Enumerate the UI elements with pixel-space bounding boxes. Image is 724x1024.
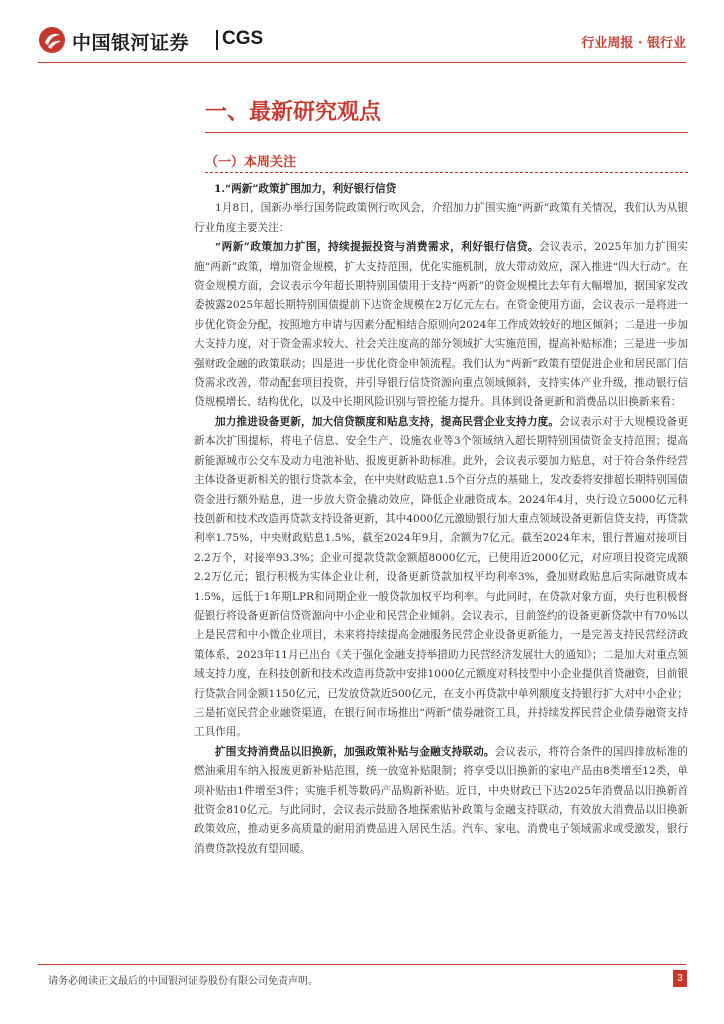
section-subtitle: （一）本周关注 <box>205 155 297 170</box>
brand-name-en: CGS <box>222 28 264 49</box>
paragraph-3-body: 会议表示，将符合条件的国四排放标准的燃油乘用车纳入报废更新补贴范围，统一放宽补贴限制；将享受以旧换新的家电产品由8类增至12类，单项补贴由1件增至3件；实施手机等数码产品购新补贴。近日，中央财政已下达2025年消费品以旧换新首批资金810亿元。与此同时，会议表示鼓励各地探索贴补政策与金融支持联动，有效放大消费品以旧换新政策效应，推动更多高质量的耐用消费品进入居民生活。汽车、家电、消费电子领域需求或受激发，银行消费贷款投放有望回暖。 <box>194 745 688 855</box>
article-body <box>194 180 688 859</box>
paragraph-1 <box>194 238 688 413</box>
section-subtitle-underline <box>205 172 688 173</box>
page-header <box>38 22 686 62</box>
paragraph-2 <box>194 413 688 743</box>
brand-name-cn: 中国银河证券 <box>72 33 190 54</box>
footer-disclaimer: 请务必阅读正文最后的中国银河证券股份有限公司免责声明。 <box>48 976 318 987</box>
paragraph-1-body: 会议表示，2025年加力扩围实施“两新”政策，增加资金规模，扩大支持范围，优化实施机制，放大带动效应，深入推进“四大行动”。在资金规模方面，会议表示今年超长期特别国债用于支持“两新”的资金规模比去年有大幅增加，据国家发改委披露2025年超长期特别国债提前下达资金规模在2万亿元左右。在资金使用方面，会议表示一是将进一步优化资金分配，按照地方申请与因素分配相结合原则向2024年工作成效较好的地区倾斜；二是进一步加大支持力度，对于资金需求较大、社会关注度高的部分领域扩大实施范围，提高补贴标准；三是进一步加强财政金融的政策联动；四是进一步优化资金申领流程。我们认为“两新”政策有望促进企业和居民部门信贷需求改善，带动配套项目投资，并引导银行信贷资源向重点领域倾斜，支持实体产业升级，推动银行信贷规模增长、结构优化，以及中长期风险识别与管控能力提升。具体到设备更新和消费品以旧换新来看： <box>194 241 688 409</box>
paragraph-3-lead: 扩围支持消费品以旧换新，加强政策补贴与金融支持联动。 <box>215 745 495 758</box>
page-number: 3 <box>673 970 687 987</box>
report-type: 行业周报 · 银行业 <box>581 36 686 51</box>
paragraph-2-body: 会议表示对于大规模设备更新本次扩围提标，将电子信息、安全生产、设施农业等3个领域纳入超长期特别国债资金支持范围；提高新能源城市公交车及动力电池补贴、报废更新补助标准。此外，会议表示要加力贴息，对于符合条件经营主体设备更新相关的银行贷款本金，在中央财政贴息1.5个百分点的基础上，发改委将安排超长期特别国债资金进行额外贴息，进一步放大资金撬动效应，降低企业融资成本。2024年4月，央行设立5000亿元科技创新和技术改造再贷款支持设备更新，其中4000亿元激励银行加大重点领域设备更新信贷支持，再贷款利率1.75%，中央财政贴息1.5%，截至2024年9月，余额为7亿元。截至2024年末，银行普遍对接项目2.2万个，对接率93.3%；企业可提款贷款金额超8000亿元，已使用近2000亿元，对应项目投资完成额2.2万亿元；银行积极为实体企业让利，设备更新贷款加权平均利率3%，叠加财政贴息后实际融资成本1.5%，远低于1年期LPR和同期企业一般贷款加权平均利率。与此同时，在贷款对象方面，央行也积极督促银行将设备更新信贷资源向中小企业和民营企业倾斜。会议表示，目前签约的设备更新贷款中有70%以上是民营和中小微企业项目，未来将持续提高金融服务民营企业设备更新能力，一是完善支持民营经济政策体系，2023年11月已出台《关于强化金融支持举措助力民营经济发展壮大的通知》；二是加大对重点领域支持力度，在科技创新和技术改造再贷款中安排1000亿元额度对科技型中小企业提供首贷融资，目前银行贷款合同金额1150亿元，已发放贷款近500亿元，在支小再贷款中单列额度支持银行扩大对中小企业；三是拓宽民营企业融资渠道，在银行间市场推出“两新”债券融资工具，并持续发挥民营企业债券融资支持工具作用。 <box>194 415 689 739</box>
paragraph-3 <box>194 743 688 859</box>
paragraph-2-lead: 加力推进设备更新，加大信贷额度和贴息支持，提高民营企业支持力度。 <box>215 415 560 428</box>
article-heading: 1.“两新”政策扩围加力，利好银行信贷 <box>214 183 397 195</box>
header-divider <box>38 62 686 63</box>
footer-divider <box>38 964 686 965</box>
article-intro: 1月8日，国新办举行国务院政策例行吹风会，介绍加力扩围实施“两新”政策有关情况，我们认为从银行业角度主要关注： <box>194 202 688 234</box>
section-title: 一、最新研究观点 <box>205 99 382 125</box>
paragraph-1-lead: “两新”政策加力扩围，持续提振投资与消费需求，利好银行信贷。 <box>215 241 539 254</box>
brand-divider <box>216 30 218 50</box>
section-title-underline <box>205 132 688 133</box>
cgs-logo-icon <box>38 26 66 54</box>
